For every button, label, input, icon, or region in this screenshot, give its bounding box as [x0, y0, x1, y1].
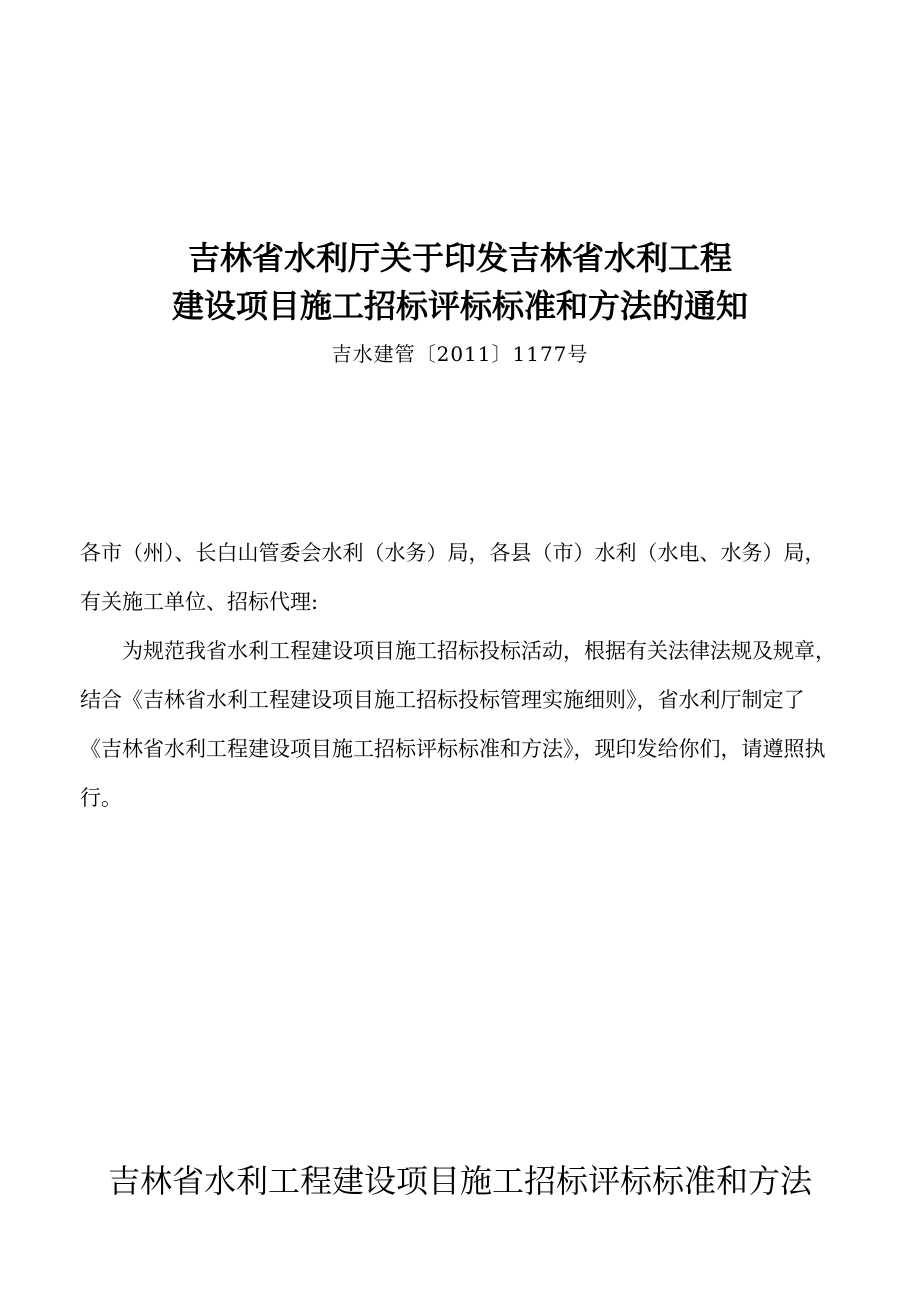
notice-title-line-1: 吉林省水利厅关于印发吉林省水利工程 — [187, 239, 732, 277]
addressee-text: 各市（州）、长白山管委会水利（水务）局，各县（市）水利（水电、水务）局，有关施工单位、招标代理: — [80, 541, 826, 614]
body-paragraph: 为规范我省水利工程建设项目施工招标投标活动，根据有关法律法规及规章，结合《吉林省水利工程建设项目施工招标投标管理实施细则》，省水利厅制定了《吉林省水利工程建设项目施工招标评标标准和方法》，现印发给你们，请遵照执行。 — [80, 639, 836, 810]
document-number: 吉水建管〔2011〕1177号 — [331, 342, 589, 366]
attachment-title: 吉林省水利工程建设项目施工招标评标标准和方法 — [107, 1162, 812, 1200]
notice-title-line-2: 建设项目施工招标评标标准和方法的通知 — [171, 287, 748, 325]
